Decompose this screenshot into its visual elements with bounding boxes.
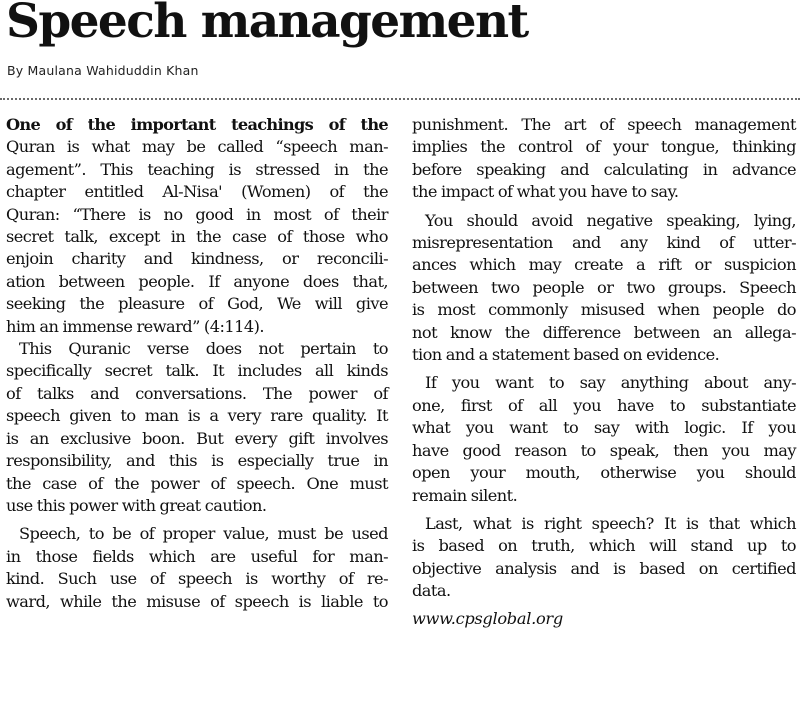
left-column — [6, 114, 388, 613]
text-line: seeking the pleasure of God, We will give — [6, 294, 388, 314]
text-line: kind. Such use of speech is worthy of re- — [6, 569, 388, 589]
text-line: You should avoid negative speaking, lying, — [425, 210, 796, 230]
text-line: If you want to say anything about any- — [425, 373, 796, 393]
text-line: This Quranic verse does not pertain to — [19, 339, 388, 359]
text-line: the case of the power of speech. One must — [6, 473, 388, 493]
paragraph-right-speech — [412, 513, 796, 603]
paragraph-value — [6, 523, 388, 613]
text-line: ances which may create a rift or suspicion — [412, 255, 796, 275]
text-line: is most commonly misused when people do — [412, 300, 796, 320]
text-line: Quran: “There is no good in most of their — [6, 204, 388, 224]
text-line: secret talk, except in the case of those who — [6, 227, 388, 247]
text-line: him an immense reward” (4:114). — [6, 316, 264, 336]
text-line: responsibility, and this is especially true in — [6, 451, 388, 471]
text-line: one, first of all you have to substantiate — [412, 395, 796, 415]
text-line: the impact of what you have to say. — [412, 182, 679, 202]
paragraph-verse — [6, 338, 388, 517]
text-line: Speech, to be of proper value, must be used — [19, 524, 388, 544]
text-line: specifically secret talk. It includes all kinds — [6, 361, 388, 381]
text-line: in those fields which are useful for man- — [6, 546, 388, 566]
text-line: implies the control of your tongue, thinking — [412, 137, 796, 157]
paragraph-avoid — [412, 210, 796, 367]
text-line: Last, what is right speech? It is that which — [425, 513, 796, 533]
text-line: enjoin charity and kindness, or reconcili- — [6, 249, 388, 269]
text-line: between two people or two groups. Speech — [412, 277, 796, 297]
text-line: before speaking and calculating in advance — [412, 159, 796, 179]
text-line: open your mouth, otherwise you should — [412, 463, 796, 483]
paragraph-intro — [6, 114, 388, 338]
text-line: punishment. The art of speech management — [412, 115, 796, 134]
text-line: One of the important teachings of the — [6, 115, 388, 134]
text-line: Quran is what may be called “speech man- — [6, 137, 388, 157]
text-line: not know the difference between an allega- — [412, 322, 796, 342]
right-column — [412, 114, 796, 630]
text-line: ward, while the misuse of speech is liable to — [6, 591, 388, 611]
text-line: use this power with great caution. — [6, 495, 267, 515]
paragraph-logic — [412, 372, 796, 506]
byline: By Maulana Wahiduddin Khan — [7, 63, 199, 78]
article-title: Speech management — [6, 0, 528, 49]
text-line: is an exclusive boon. But every gift involves — [6, 428, 388, 448]
text-line: what you want to say with logic. If you — [412, 418, 796, 438]
text-line: agement”. This teaching is stressed in the — [6, 159, 388, 179]
text-line: speech given to man is a very rare quality. It — [6, 406, 388, 426]
text-line: have good reason to speak, then you may — [412, 440, 796, 460]
text-line: chapter entitled Al-Nisa' (Women) of the — [6, 182, 388, 202]
website-link[interactable]: www.cpsglobal.org — [412, 608, 563, 628]
text-line: is based on truth, which will stand up to — [412, 536, 796, 556]
text-line: tion and a statement based on evidence. — [412, 345, 720, 365]
text-line: ation between people. If anyone does that, — [6, 271, 388, 291]
text-line: objective analysis and is based on certified — [412, 558, 796, 578]
paragraph-punishment — [412, 114, 796, 204]
text-line: misrepresentation and any kind of utter- — [412, 233, 796, 253]
dotted-divider — [0, 98, 800, 100]
text-line: data. — [412, 581, 451, 601]
text-line: remain silent. — [412, 485, 518, 505]
text-line: of talks and conversations. The power of — [6, 383, 388, 403]
